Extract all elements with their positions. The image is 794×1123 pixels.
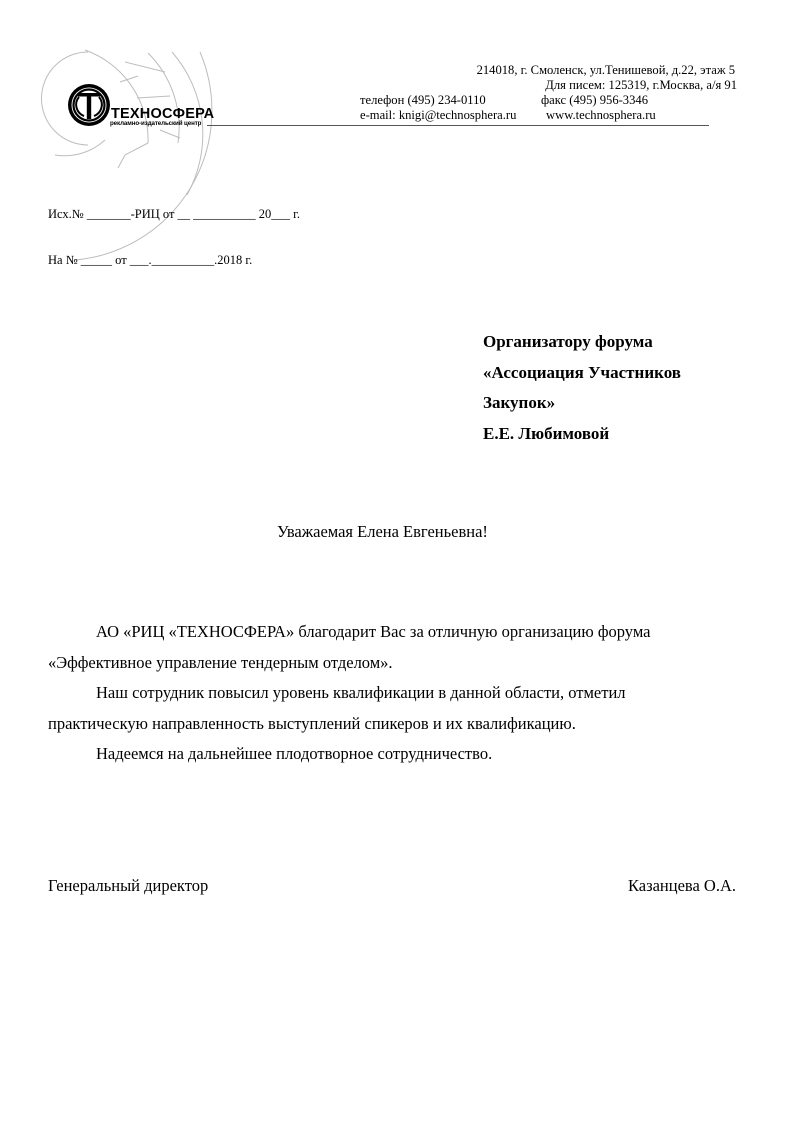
website-link[interactable]: www.technosphera.ru xyxy=(546,108,656,122)
company-name: ТЕХНОСФЕРА xyxy=(111,106,215,122)
body-line: Надеемся на дальнейшее плодотворное сотрудничество. xyxy=(96,744,493,763)
outgoing-reference: Исх.№ _______-РИЦ от __ __________ 20___ г. xyxy=(48,207,301,221)
address-line: 214018, г. Смоленск, ул.Тенишевой, д.22, этаж 5 xyxy=(476,63,735,77)
body-line: «Эффективное управление тендерным отделом». xyxy=(48,652,393,672)
fax-number: факс (495) 956-3346 xyxy=(541,93,648,107)
postal-address-line: Для писем: 125319, г.Москва, а/я 91 xyxy=(545,78,737,92)
header-divider xyxy=(207,125,709,126)
company-subtitle: рекламно-издательский центр xyxy=(110,120,202,127)
incoming-reference: На № _____ от ___.__________.2018 г. xyxy=(48,253,253,267)
recipient-line: Закупок» xyxy=(483,393,556,412)
recipient-line: «Ассоциация Участников xyxy=(483,362,681,382)
body-line: практическую направленность выступлений спикеров и их квалификацию. xyxy=(48,713,576,733)
letter-body xyxy=(48,617,748,770)
body-line: АО «РИЦ «ТЕХНОСФЕРА» благодарит Вас за отличную организацию форума xyxy=(96,622,651,641)
body-line: Наш сотрудник повысил уровень квалификации в данной области, отметил xyxy=(96,683,626,702)
recipient-line: Организатору форума xyxy=(483,332,653,351)
technosphera-logo-icon xyxy=(67,83,111,127)
signatory-name: Казанцева О.А. xyxy=(627,876,736,895)
signatory-position: Генеральный директор xyxy=(48,876,209,895)
email-link[interactable]: e-mail: knigi@technosphera.ru xyxy=(360,108,517,122)
salutation: Уважаемая Елена Евгеньевна! xyxy=(277,522,488,541)
phone-number: телефон (495) 234-0110 xyxy=(360,93,486,107)
recipient-line: Е.Е. Любимовой xyxy=(483,423,610,443)
recipient-block xyxy=(483,327,681,449)
